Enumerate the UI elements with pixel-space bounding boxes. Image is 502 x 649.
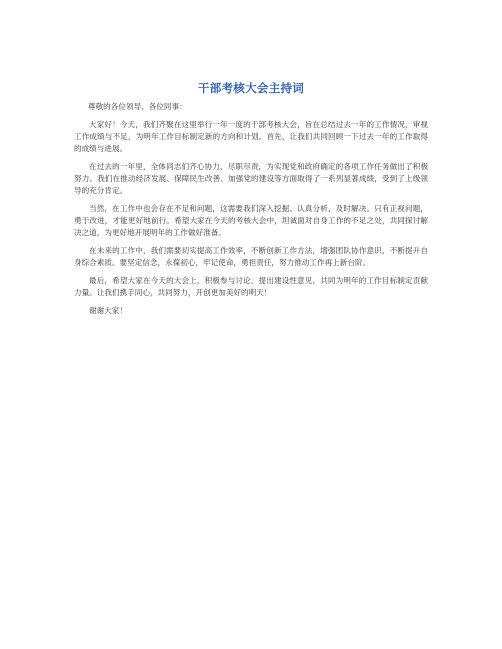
- paragraph-shortcomings: 当然，在工作中也会存在不足和问题，这需要我们深入挖掘、认真分析、及时解决。只有正视问题，勇于改进，才能更好地前行。希望大家在今天的考核大会中，坦诚面对自身工作的不足之处，共同探讨解决之道，为更好地开展明年的工作做好准备。: [74, 204, 428, 237]
- document-body: [74, 101, 428, 317]
- paragraph-opening: 大家好！今天，我们齐聚在这里举行一年一度的干部考核大会，旨在总结过去一年的工作情况，审视工作成绩与不足，为明年工作目标制定新的方向和计划。首先，让我们共同回顾一下过去一年的工作取得的成绩与进展。: [74, 120, 428, 153]
- paragraph-conclusion: 最后，希望大家在今天的大会上，积极参与讨论，提出建设性意见，共同为明年的工作目标制定贡献力量。让我们携手同心，共同努力，开创更加美好的明天！: [74, 276, 428, 297]
- paragraph-future-work: 在未来的工作中，我们需要切实提高工作效率，不断创新工作方法，增强团队协作意识，不断提升自身综合素质。要坚定信念，永葆初心，牢记使命，勇担责任，努力推动工作再上新台阶。: [74, 246, 428, 267]
- paragraph-achievements: 在过去的一年里，全体同志们齐心协力，尽职尽责，为实现党和政府确定的各项工作任务做出了积极努力。我们在推动经济发展、保障民生改善、加强党的建设等方面取得了一系列显著成绩，受到了上级领导的充分肯定。: [74, 162, 428, 195]
- closing-thanks: 谢谢大家！: [89, 306, 127, 315]
- salutation: 尊敬的各位领导、各位同事：: [88, 102, 187, 111]
- document-title: 干部考核大会主持词: [197, 81, 305, 95]
